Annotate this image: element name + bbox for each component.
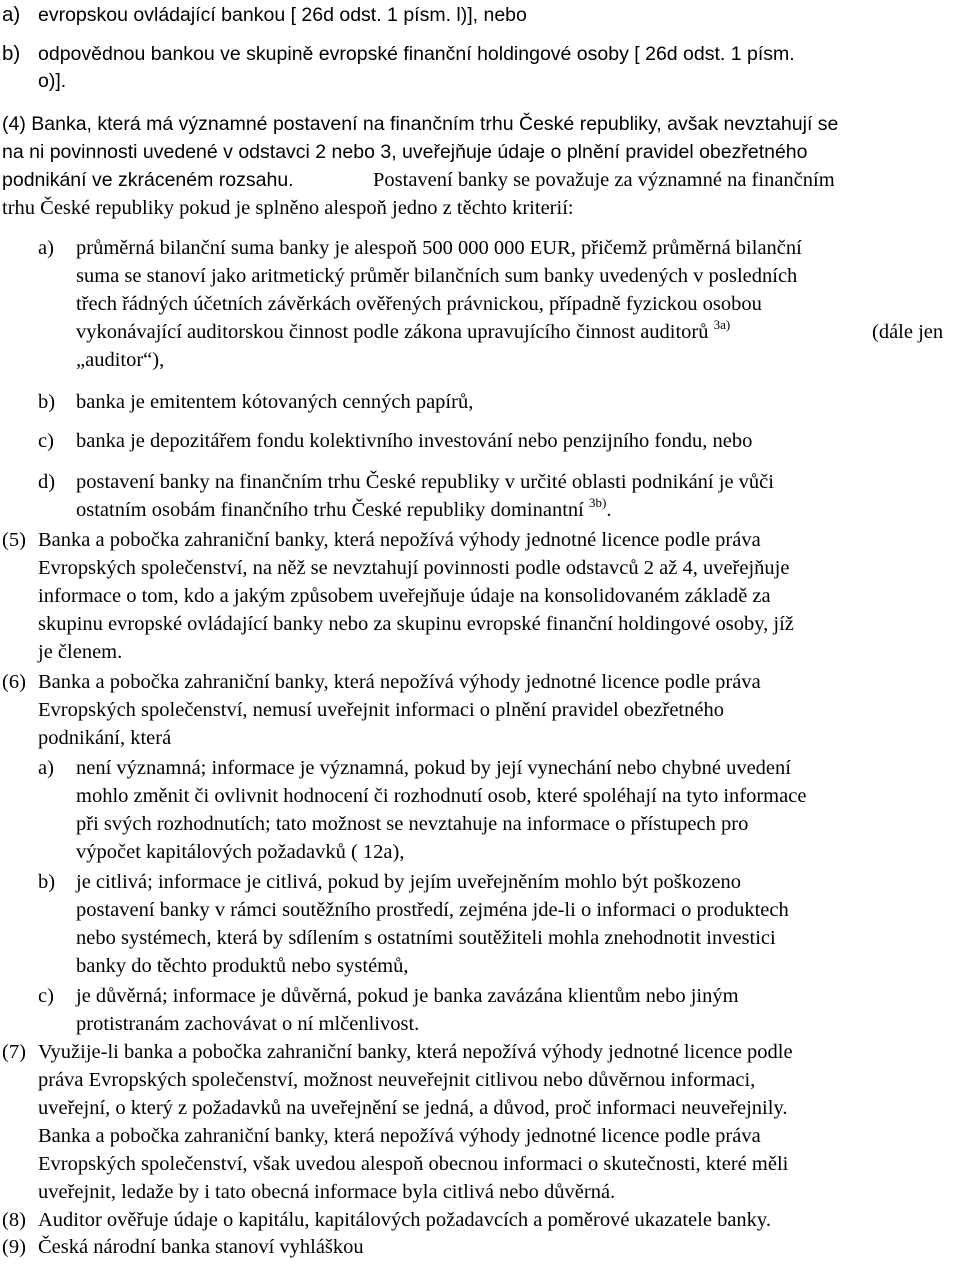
item-text: „auditor“), (76, 349, 165, 371)
item-text: suma se stanoví jako aritmetický průměr bilančních sum banky uvedených v posledních (76, 265, 798, 287)
paragraph-8-text: Auditor ověřuje údaje o kapitálu, kapitálových požadavcích a poměrové ukazatele banky. (38, 1209, 771, 1231)
item-text: nebo systémech, která by sdílením s ostatními soutěžiteli mohla znehodnotit investici (76, 927, 776, 949)
item-text: banka je depozitářem fondu kolektivního investování nebo penzijního fondu, nebo (76, 430, 753, 452)
item-text: průměrná bilanční suma banky je alespoň 500 000 000 EUR, přičemž průměrná bilanční (76, 237, 802, 259)
item-label: b) (38, 391, 56, 413)
item-label: d) (38, 471, 56, 493)
item-text: je důvěrná; informace je důvěrná, pokud je banka zavázána klientům nebo jiným (76, 985, 739, 1007)
item-text-part: ostatním osobám finančního trhu České republiky dominantní (76, 499, 584, 521)
paragraph-5-line: informace o tom, kdo a jakým způsobem uveřejňuje údaje na konsolidovaném základě za (38, 585, 771, 607)
paragraph-7-line: Využije-li banka a pobočka zahraniční banky, která nepožívá výhody jednotné licence podle (38, 1041, 793, 1063)
paragraph-4-line: (4) Banka, která má významné postavení na finančním trhu České republiky, avšak nevztahují se (2, 113, 839, 135)
item-label: c) (38, 985, 54, 1007)
paragraph-5-line: Banka a pobočka zahraniční banky, která nepožívá výhody jednotné licence podle práva (38, 529, 761, 551)
paragraph-7-line: Evropských společenství, však uvedou alespoň obecnou informaci o skutečnosti, které měli (38, 1153, 789, 1175)
item-text: při svých rozhodnutích; tato možnost se nevztahuje na informace o přístupech pro (76, 813, 749, 835)
paragraph-6-line: Banka a pobočka zahraniční banky, která nepožívá výhody jednotné licence podle práva (38, 671, 761, 693)
footnote-reference: 3a) (713, 317, 731, 332)
item-text (76, 319, 730, 345)
item-label: c) (38, 430, 54, 452)
item-label: b) (2, 42, 21, 65)
paragraph-6-line: podnikání, která (38, 727, 172, 749)
item-text: postavení banky v rámci soutěžního prostředí, zejména jde-li o informaci o produktech (76, 899, 789, 921)
paragraph-7-line: uveřejní, o který z požadavků na uveřejnění se jedná, a důvod, proč informaci neuveřejnily. (38, 1097, 788, 1119)
item-label: a) (38, 757, 54, 779)
item-text: protistranám zachovávat o ní mlčenlivost. (76, 1013, 420, 1035)
item-text: o)]. (38, 70, 67, 92)
paragraph-4-line: Postavení banky se považuje za významné na finančním (373, 169, 835, 191)
item-text: banky do těchto produktů nebo systémů, (76, 955, 409, 977)
item-text-end: . (606, 499, 612, 521)
item-text: odpovědnou bankou ve skupině evropské finanční holdingové osoby [ 26d odst. 1 písm. (38, 43, 795, 65)
paragraph-label: (7) (2, 1041, 26, 1063)
paragraph-5-line: Evropských společenství, na něž se nevztahují povinnosti podle odstavců 2 až 4, uveřejňuje (38, 557, 790, 579)
item-text: je citlivá; informace je citlivá, pokud by jejím uveřejněním mohlo být poškozeno (76, 871, 741, 893)
item-text: není významná; informace je významná, pokud by její vynechání nebo chybné uvedení (76, 757, 791, 779)
item-text (76, 497, 611, 523)
item-text: evropskou ovládající bankou [ 26d odst. 1 písm. l)], nebo (38, 4, 527, 26)
item-text: banka je emitentem kótovaných cenných papírů, (76, 391, 474, 413)
paragraph-9-text: Česká národní banka stanoví vyhláškou (38, 1236, 364, 1258)
paragraph-7-line: Banka a pobočka zahraniční banky, která nepožívá výhody jednotné licence podle práva (38, 1125, 761, 1147)
item-label: a) (38, 237, 54, 259)
paragraph-6-line: Evropských společenství, nemusí uveřejnit informaci o plnění pravidel obezřetného (38, 699, 724, 721)
item-label: b) (38, 871, 56, 893)
item-text: výpočet kapitálových požadavků ( 12a), (76, 841, 405, 863)
item-text: mohlo změnit či ovlivnit hodnocení či rozhodnutí osob, které spoléhají na tyto informace (76, 785, 807, 807)
item-text-part: vykonávající auditorskou činnost podle zákona upravujícího činnost auditorů (76, 321, 709, 343)
paragraph-7-line: uveřejnit, ledaže by i tato obecná informace byla citlivá nebo důvěrná. (38, 1181, 616, 1203)
paragraph-label: (6) (2, 671, 26, 693)
item-text: (dále jen (872, 321, 944, 343)
paragraph-label: (8) (2, 1209, 26, 1231)
item-text: třech řádných účetních závěrkách ověřených právnickou, případně fyzickou osobou (76, 293, 762, 315)
paragraph-4-line: podnikání ve zkráceném rozsahu. (2, 169, 294, 191)
item-text: postavení banky na finančním trhu České republiky v určité oblasti podnikání je vůči (76, 471, 774, 493)
paragraph-4-line: trhu České republiky pokud je splněno alespoň jedno z těchto kriterií: (2, 197, 574, 219)
paragraph-label: (5) (2, 529, 26, 551)
paragraph-5-line: skupinu evropské ovládající banky nebo za skupinu evropské finanční holdingové osoby, jíž (38, 613, 794, 635)
item-label: a) (2, 3, 21, 26)
footnote-reference: 3b) (589, 495, 607, 510)
paragraph-7-line: práva Evropských společenství, možnost neuveřejnit citlivou nebo důvěrnou informaci, (38, 1069, 756, 1091)
paragraph-5-line: je členem. (38, 641, 123, 663)
paragraph-4-line: na ni povinnosti uvedené v odstavci 2 nebo 3, uveřejňuje údaje o plnění pravidel obezřetného (2, 141, 808, 163)
paragraph-label: (9) (2, 1236, 26, 1258)
